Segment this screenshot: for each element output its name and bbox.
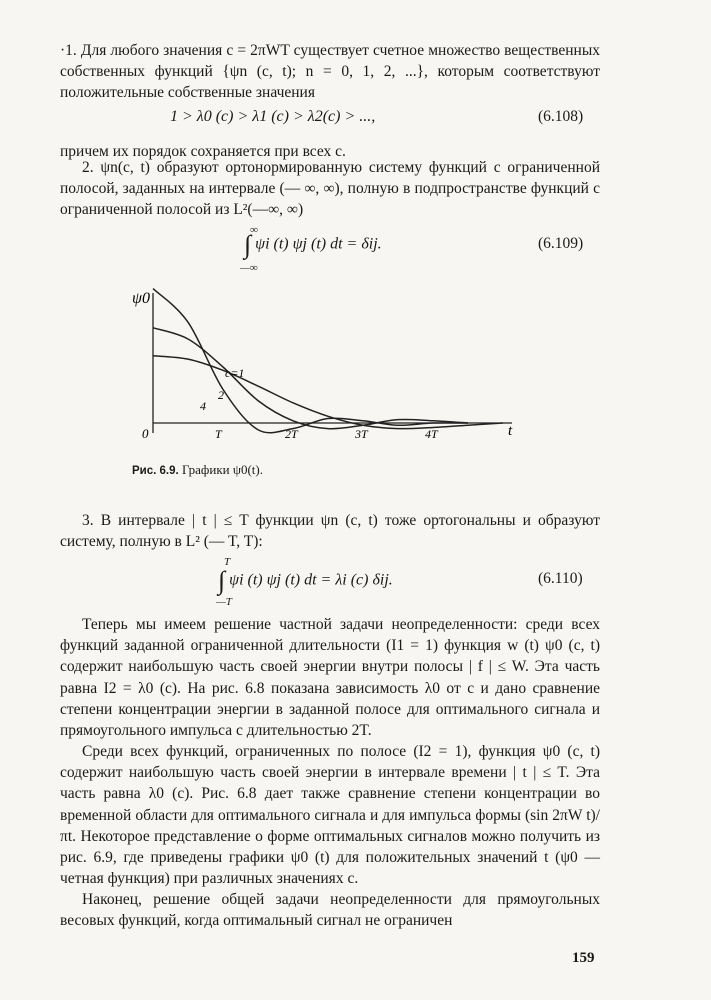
curve-label-c2: 2 xyxy=(218,388,224,402)
equation-6-108: 1 > λ0 (c) > λ1 (c) > λ2(c) > ..., xyxy=(170,108,376,125)
x-tick-label: T xyxy=(215,427,222,441)
curve-label-c4: 4 xyxy=(200,399,206,413)
y-axis-label: ψ0 xyxy=(132,290,150,307)
x-tick-label: 4T xyxy=(425,427,438,441)
item-1-paragraph xyxy=(60,40,600,104)
eq109-lower-limit: —∞ xyxy=(240,262,258,274)
figure-6-9 xyxy=(120,285,530,455)
caption-text: Графики ψ0(t). xyxy=(181,462,263,477)
item-1-text: ·1. Для любого значения c = 2πWT существует счетное множество вещественных собственных функций {ψn (c, t); n = 0, 1, 2, ...}, которым соответствуют положительные собственные значения xyxy=(60,42,600,102)
figure-caption xyxy=(132,462,263,478)
x-tick-label: 2T xyxy=(285,427,298,441)
origin-label: 0 xyxy=(142,426,149,441)
eq109-upper-limit: ∞ xyxy=(250,224,258,236)
equation-6-108-number: (6.108) xyxy=(538,108,584,125)
page-number: 159 xyxy=(572,950,595,966)
item-3-paragraph xyxy=(60,510,600,552)
item-3-text: 3. В интервале | t | ≤ T функции ψn (c, t) тоже ортогональны и образуют систему, полную в L² (— T, T): xyxy=(60,512,600,551)
curve-label-c1: c=1 xyxy=(225,366,245,380)
item-2-paragraph xyxy=(60,157,600,221)
paragraph-1 xyxy=(60,614,600,741)
equation-6-110-number: (6.110) xyxy=(538,570,583,587)
integral-sign-icon: ∫ xyxy=(244,230,252,259)
paragraph-3 xyxy=(60,889,600,931)
equation-6-110-body: ψi (t) ψj (t) dt = λi (c) δij. xyxy=(229,571,393,589)
eq110-lower-limit: —T xyxy=(216,596,232,608)
eq110-upper-limit: T xyxy=(224,556,231,568)
equation-6-109 xyxy=(244,232,382,258)
order-text: причем их порядок сохраняется при всех c. xyxy=(60,143,346,160)
paragraph-2-text: Среди всех функций, ограниченных по полосе (I2 = 1), функция ψ0 (c, t) содержит наибольшую часть своей энергии в интервале времени | t | ≤ T. Эта часть равна λ0 (c). Рис. 6.8 дает также сравнение степени концентрации во временной области для оптимального сигнала и для импульса формы (sin 2πW t)/πt. Некоторое представление о форме оптимальных сигналов можно получить из рис. 6.9, где приведены графики ψ0 (t) для положительных значений t (ψ0 — четная функция) при различных значениях c. xyxy=(60,743,600,888)
paragraph-2 xyxy=(60,741,600,889)
x-axis-label: t xyxy=(508,423,513,439)
integral-sign-icon: ∫ xyxy=(218,566,226,595)
paragraph-1-text: Теперь мы имеем решение частной задачи неопределенности: среди всех функций заданной ограниченной длительности (I1 = 1) функция w (t) ψ0 (c, t) содержит наибольшую часть своей энергии внутри полосы | f | ≤ W. Эта часть равна I2 = λ0 (c). На рис. 6.8 показана зависимость λ0 от c и дано сравнение степени концентрации энергии в заданной полосе для оптимального сигнала и прямоугольного импульса с длительностью 2T. xyxy=(60,616,600,740)
paragraph-3-text: Наконец, решение общей задачи неопределенности для прямоугольных весовых функций, когда оптимальный сигнал не ограничен xyxy=(60,891,600,930)
item-2-text: 2. ψn(c, t) образуют ортонормированную систему функций с ограниченной полосой, заданных на интервале (— ∞, ∞), полную в подпространстве функций с ограниченной полосой из L²(—∞, ∞) xyxy=(60,159,600,219)
equation-6-109-number: (6.109) xyxy=(538,235,584,252)
x-tick-label: 3T xyxy=(355,427,368,441)
curve-series-1 xyxy=(153,356,503,429)
equation-6-109-body: ψi (t) ψj (t) dt = δij. xyxy=(255,235,382,253)
equation-6-110 xyxy=(218,568,393,594)
caption-label: Рис. 6.9. xyxy=(132,465,179,477)
